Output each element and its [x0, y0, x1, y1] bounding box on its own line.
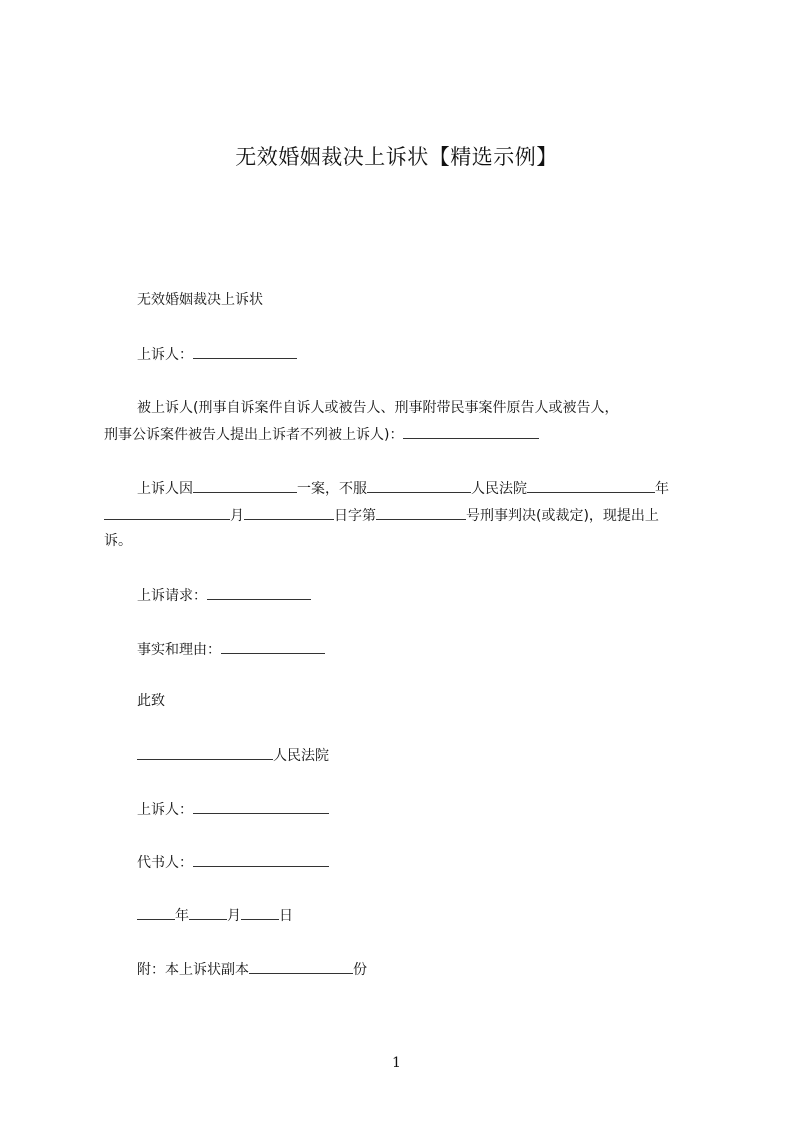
document-title: 无效婚姻裁决上诉状【精选示例】	[235, 145, 558, 169]
reason-text-7: 号刑事判决(或裁定)，现提出上	[466, 508, 659, 524]
appellee-blank	[403, 423, 539, 439]
attachment-line	[137, 958, 367, 981]
attachment-suffix: 份	[353, 962, 367, 978]
appellee-text-1: 被上诉人(刑事自诉案件自诉人或被告人、刑事附带民事案件原告人或被告人，	[137, 400, 619, 416]
facts-label: 事实和理由：	[137, 642, 221, 658]
agent-line	[137, 851, 329, 874]
facts-line	[137, 638, 325, 661]
reason-text-1: 上诉人因	[137, 481, 193, 497]
reason-text-2: 一案，不服	[297, 481, 367, 497]
court-name-blank	[137, 744, 273, 760]
attachment-blank	[249, 958, 353, 974]
appellant-sign-line	[137, 798, 329, 821]
heading-line	[137, 289, 263, 311]
agent-blank	[193, 851, 329, 867]
court-line	[137, 744, 329, 767]
heading-text: 无效婚姻裁决上诉状	[137, 292, 263, 308]
reason-text-4: 年	[655, 481, 669, 497]
reason-line-1	[137, 477, 669, 500]
number-blank	[376, 504, 466, 520]
case-blank	[193, 477, 297, 493]
appellant-blank	[193, 343, 297, 359]
salutation-text: 此致	[137, 693, 165, 709]
request-label: 上诉请求：	[137, 588, 207, 604]
appellant-sign-blank	[193, 798, 329, 814]
date-line	[137, 904, 293, 927]
date-month-blank	[189, 904, 227, 920]
page-number: 1	[392, 1055, 401, 1071]
appellant-line	[137, 343, 297, 366]
request-line	[137, 584, 311, 607]
facts-blank	[221, 638, 325, 654]
reason-text-3: 人民法院	[471, 481, 527, 497]
day-blank	[244, 504, 334, 520]
date-year-blank	[137, 904, 175, 920]
date-year-label: 年	[175, 908, 189, 924]
court-blank	[367, 477, 471, 493]
agent-label: 代书人：	[137, 855, 193, 871]
date-day-blank	[241, 904, 279, 920]
appellee-line-1	[137, 397, 618, 419]
reason-text-8: 诉。	[104, 533, 132, 549]
appellee-line-2	[104, 423, 539, 446]
request-blank	[207, 584, 311, 600]
reason-text-5: 月	[230, 508, 244, 524]
date-day-label: 日	[279, 908, 293, 924]
appellee-text-2: 刑事公诉案件被告人提出上诉者不列被上诉人)：	[104, 427, 404, 443]
reason-text-6: 日字第	[334, 508, 376, 524]
appellant-sign-label: 上诉人：	[137, 802, 193, 818]
year-blank	[527, 477, 655, 493]
appellant-label: 上诉人：	[137, 347, 193, 363]
reason-line-3	[104, 530, 132, 552]
reason-line-2	[104, 504, 659, 527]
date-month-label: 月	[227, 908, 241, 924]
court-suffix: 人民法院	[273, 748, 329, 764]
attachment-label: 附：本上诉状副本	[137, 962, 249, 978]
month-blank	[104, 504, 230, 520]
salutation-line	[137, 690, 165, 712]
